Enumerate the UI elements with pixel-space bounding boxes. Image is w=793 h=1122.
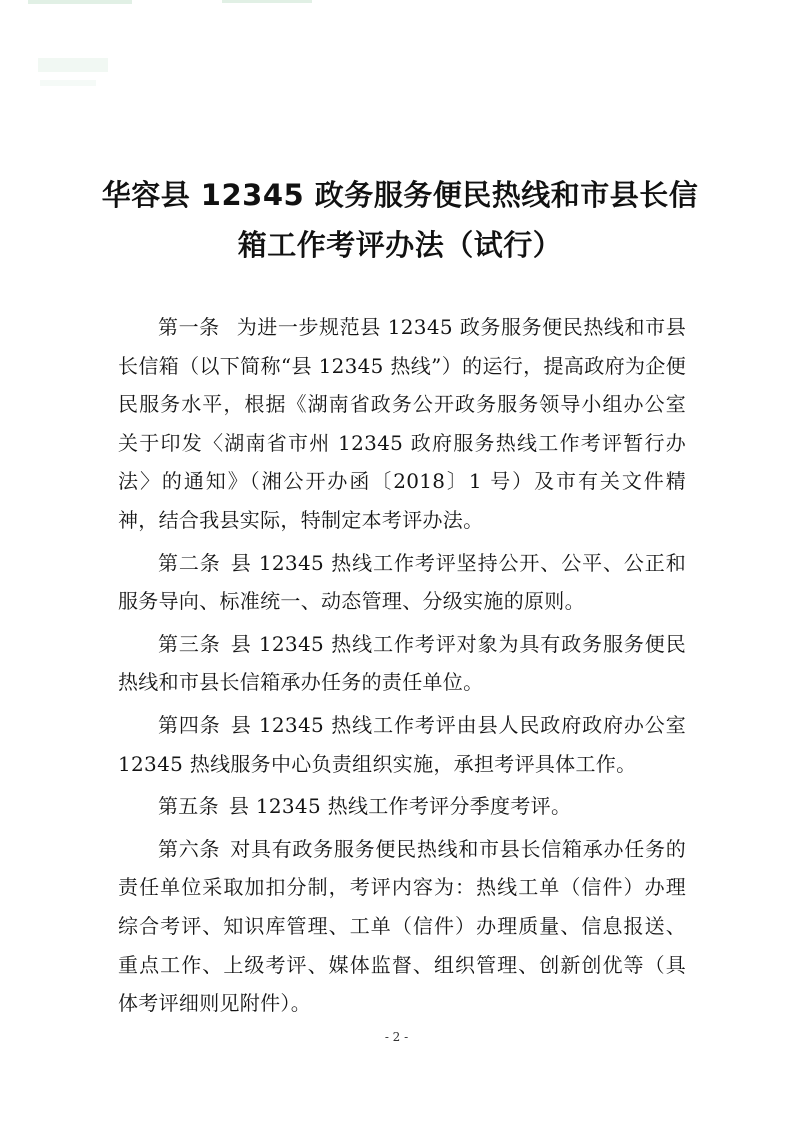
article-label: 第六条 [158, 836, 221, 861]
scan-artifact [38, 58, 108, 72]
document-title [100, 170, 700, 270]
page-number: - 2 - [384, 1030, 409, 1044]
article-label: 第一条 [158, 315, 220, 339]
scan-artifact [28, 0, 132, 4]
article-4 [118, 706, 686, 783]
scan-artifact [222, 0, 312, 3]
document-body [118, 308, 686, 1027]
article-label: 第二条 [158, 550, 221, 575]
article-5 [118, 787, 686, 826]
article-3 [118, 625, 686, 702]
article-label: 第三条 [158, 631, 221, 656]
article-2 [118, 544, 686, 621]
article-text: 为进一步规范县 12345 政务服务便民热线和市县长信箱（以下简称“县 12345 热线”）的运行，提高政府为企便民服务水平，根据《湖南省政务公开政务服务领导小组办公室关于印发〈湖南省市州 12345 政府服务热线工作考评暂行办法〉的通知》（湘公开办函〔2018〕1 号）及市有关文件精神，结合我县实际，特制定本考评办法。 [118, 315, 686, 532]
scan-artifact [40, 80, 96, 86]
article-text: 对具有政务服务便民热线和市县长信箱承办任务的责任单位采取加扣分制，考评内容为：热线工单（信件）办理综合考评、知识库管理、工单（信件）办理质量、信息报送、重点工作、上级考评、媒体监督、组织管理、创新创优等（具体考评细则见附件）。 [118, 836, 686, 1016]
article-label: 第四条 [158, 712, 221, 737]
article-text: 县 12345 热线工作考评分季度考评。 [228, 794, 572, 819]
article-text: 县 12345 热线工作考评由县人民政府政府办公室 12345 热线服务中心负责组织实施，承担考评具体工作。 [118, 712, 686, 776]
article-text: 县 12345 热线工作考评对象为具有政务服务便民热线和市县长信箱承办任务的责任单位。 [118, 631, 686, 695]
article-text: 县 12345 热线工作考评坚持公开、公平、公正和服务导向、标准统一、动态管理、分级实施的原则。 [118, 550, 686, 614]
article-label: 第五条 [158, 794, 219, 819]
article-6 [118, 830, 686, 1023]
article-1 [118, 308, 686, 540]
title-line-2: 箱工作考评办法（试行） [237, 228, 563, 262]
title-line-1: 华容县 12345 政务服务便民热线和市县长信 [101, 178, 699, 212]
